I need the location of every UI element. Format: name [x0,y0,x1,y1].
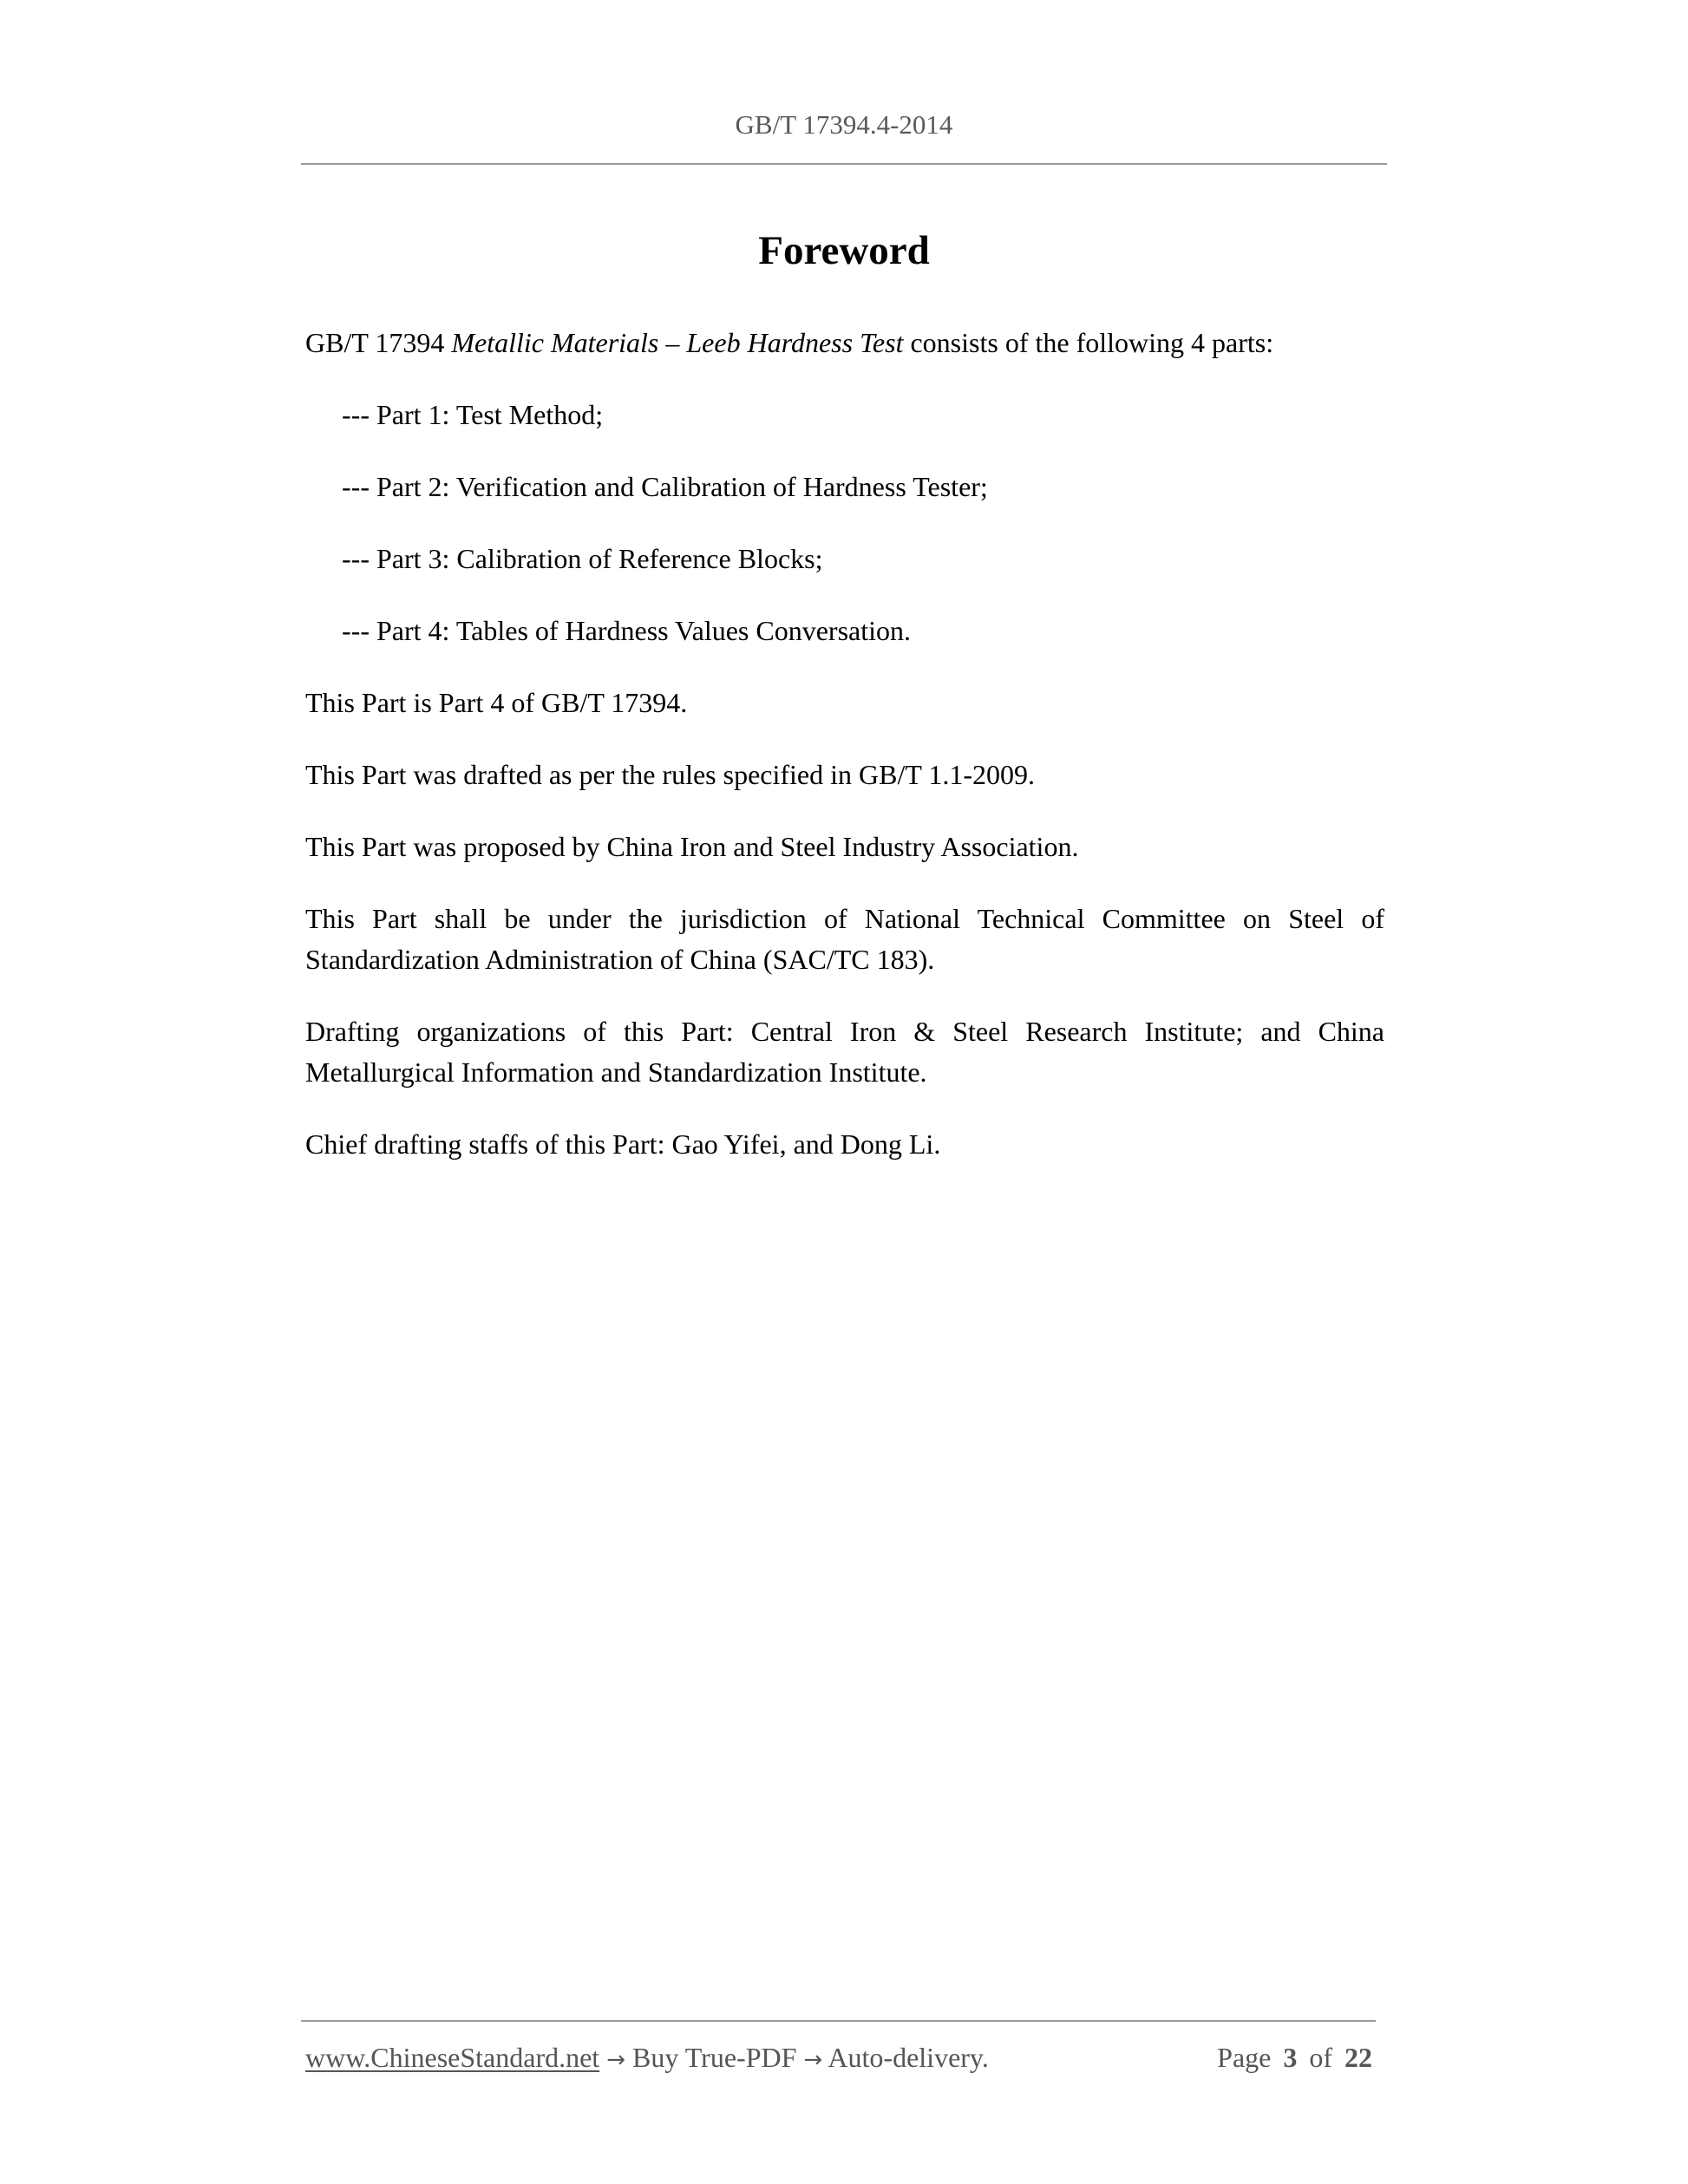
page-number [1217,2038,1372,2076]
page-of-label: of [1309,2042,1332,2073]
paragraph-chief-drafting-staff: Chief drafting staffs of this Part: Gao Yifei, and Dong Li. [305,1128,941,1160]
footer-step-delivery: Auto-delivery. [828,2042,989,2073]
footer-promo [305,2038,989,2079]
parts-list-item-4: --- Part 4: Tables of Hardness Values Conversation. [342,615,911,646]
intro-suffix: consists of the following 4 parts: [903,327,1274,358]
page-label: Page [1217,2042,1272,2073]
footer-step-buy: Buy True-PDF [631,2042,797,2073]
arrow-right-icon: → [606,2047,625,2073]
parts-list-item-3: --- Part 3: Calibration of Reference Blocks; [342,543,823,574]
paragraph-drafting-organizations: Drafting organizations of this Part: Central Iron & Steel Research Institute; and China Metallurgical Information and Standardization Institute. [305,1016,1384,1088]
website-link[interactable]: www.ChineseStandard.net [305,2042,600,2073]
parts-list-item-2: --- Part 2: Verification and Calibration of Hardness Tester; [342,471,988,502]
page-title: Foreword [758,228,930,273]
footer-divider [301,2020,1376,2022]
intro-paragraph [305,323,1384,363]
paragraph-jurisdiction: This Part shall be under the jurisdiction of National Technical Committee on Steel of Standardization Administration of China (SAC/TC 183). [305,903,1384,975]
paragraph-proposed-by: This Part was proposed by China Iron and Steel Industry Association. [305,831,1079,862]
arrow-right-icon: → [803,2047,823,2073]
intro-prefix: GB/T 17394 [305,327,452,358]
paragraph-drafting-rules: This Part was drafted as per the rules specified in GB/T 1.1-2009. [305,759,1035,790]
document-body [305,323,1384,1196]
intro-italic-title: Metallic Materials – Leeb Hardness Test [451,327,904,358]
page-current: 3 [1283,2042,1298,2073]
running-header-standard-code: GB/T 17394.4-2014 [735,109,953,140]
page-total: 22 [1345,2042,1372,2073]
paragraph-part-number: This Part is Part 4 of GB/T 17394. [305,687,688,718]
parts-list-item-1: --- Part 1: Test Method; [342,399,604,430]
header-divider [301,163,1387,165]
